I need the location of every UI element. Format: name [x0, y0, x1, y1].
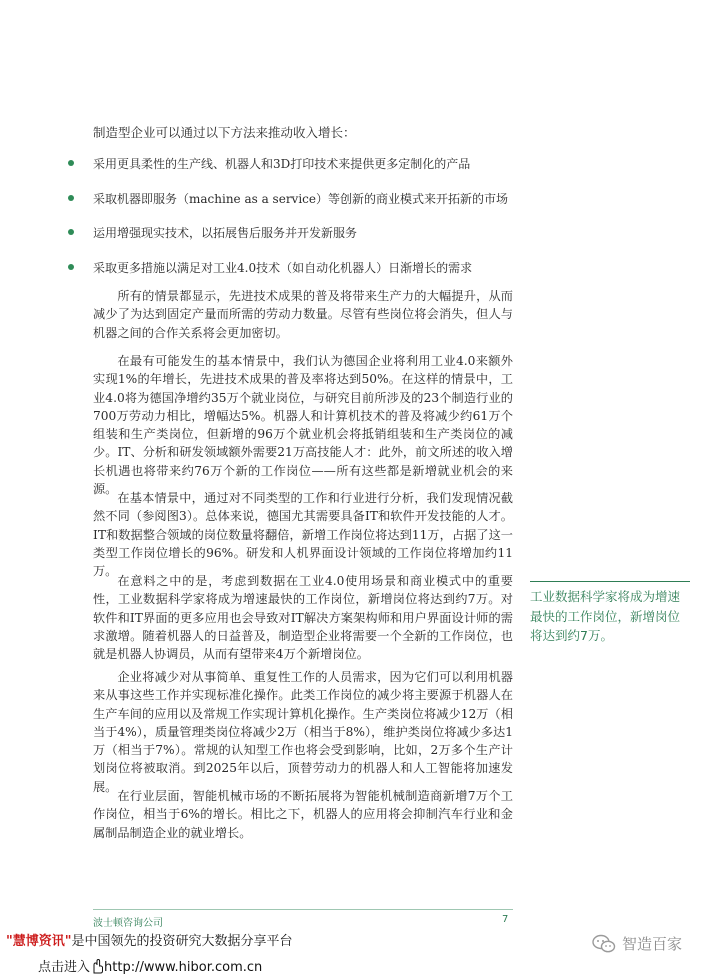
watermark-link[interactable]: [38, 956, 262, 975]
bullet-icon: [68, 264, 74, 270]
footer-company: 波士顿咨询公司: [93, 918, 163, 929]
watermark-link-prefix: 点击进入: [38, 960, 91, 975]
list-item: [68, 191, 538, 226]
paragraph-job-analysis: 在基本情景中，通过对不同类型的工作和行业进行分析，我们发现情况截然不同（参阅图3）。总体来说，德国尤其需要具备IT和软件开发技能的人才。IT和数据整合领域的岗位数量将翻倍，新增工作岗位将达到11万，占据了这一类型工作岗位增长的96%。研发和人机界面设计领域的工作岗位将增加约11万。: [93, 491, 513, 579]
watermark-tagline: 是中国领先的投资研究大数据分享平台: [71, 934, 293, 949]
bullet-text: 采取更多措施以满足对工业4.0技术（如自动化机器人）日渐增长的需求: [93, 260, 473, 275]
paragraph-industry-level: 在行业层面，智能机械市场的不断拓展将为智能机械制造商新增7万个工作岗位，相当于6%的增长。相比之下，机器人的应用将会抑制汽车行业和金属制品制造企业的就业增长。: [93, 789, 513, 840]
bullet-list: [68, 156, 538, 294]
paragraph-base-scenario: 在最有可能发生的基本情景中，我们认为德国企业将利用工业4.0来额外实现1%的年增长，先进技术成果的普及率将达到50%。在这样的情景中，工业4.0将为德国净增约35万个就业岗位，与研究目前所涉及的23个制造行业的700万劳动力相比，增幅达5%。机器人和计算机技术的普及将减少约61万个组装和生产类岗位，但新增的96万个就业机会将抵销组装和生产类岗位的减少。IT、分析和研发领域额外需要21万高技能人才：此外，前文所述的收入增长机遇也将带来约76万个新的工作岗位——所有这些都是新增就业机会的来源。: [93, 354, 513, 497]
wechat-account: [592, 933, 682, 954]
watermark-url[interactable]: http://www.hibor.com.cn: [104, 960, 263, 975]
pointer-hand-icon: [90, 959, 104, 974]
page-number: 7: [502, 914, 509, 925]
watermark-line: [6, 930, 293, 949]
watermark-brand: "慧博资讯": [6, 934, 72, 949]
list-item: [68, 225, 538, 260]
footer-divider: [93, 909, 513, 910]
list-item: [68, 156, 538, 191]
bullet-icon: [68, 195, 74, 201]
pull-quote: 工业数据科学家将成为增速最快的工作岗位，新增岗位将达到约7万。: [530, 581, 690, 646]
bullet-text: 采用更具柔性的生产线、机器人和3D打印技术来提供更多定制化的产品: [93, 157, 471, 171]
wechat-name: 智造百家: [622, 935, 683, 953]
paragraph-data-scientist: 在意料之中的是，考虑到数据在工业4.0使用场景和商业模式中的重要性，工业数据科学家将成为增速最快的工作岗位，新增岗位将达到约7万。对软件和IT界面的更多应用也会导致对IT解决方案架构师和用户界面设计师的需求激增。随着机器人的日益普及，制造型企业将需要一个全新的工作岗位，也就是机器人协调员，从而有望带来4万个新增岗位。: [93, 574, 513, 662]
bullet-text: 采取机器即服务（machine as a service）等创新的商业模式来开拓新的市场: [93, 191, 508, 206]
bullet-icon: [68, 160, 74, 166]
wechat-icon: [592, 934, 616, 954]
intro-text: 制造型企业可以通过以下方法来推动收入增长：: [93, 125, 356, 140]
paragraph-productivity: 所有的情景都显示，先进技术成果的普及将带来生产力的大幅提升，从而减少了为达到固定产量而所需的劳动力数量。尽管有些岗位将会消失，但人与机器之间的合作关系将会更加密切。: [93, 289, 513, 340]
paragraph-job-reduction: 企业将减少对从事简单、重复性工作的人员需求，因为它们可以利用机器来从事这些工作并实现标准化操作。此类工作岗位的减少将主要源于机器人在生产车间的应用以及常规工作实现计算机化操作。生产类岗位将减少12万（相当于4%），质量管理类岗位将减少2万（相当于8%），维护类岗位将减少多达1万（相当于7%）。常规的认知型工作也将会受到影响，比如，2万多个生产计划岗位将被取消。到2025年以后，顶替劳动力的机器人和人工智能将加速发展。: [93, 670, 513, 794]
bullet-icon: [68, 229, 74, 235]
bullet-text: 运用增强现实技术，以拓展售后服务并开发新服务: [93, 226, 358, 240]
